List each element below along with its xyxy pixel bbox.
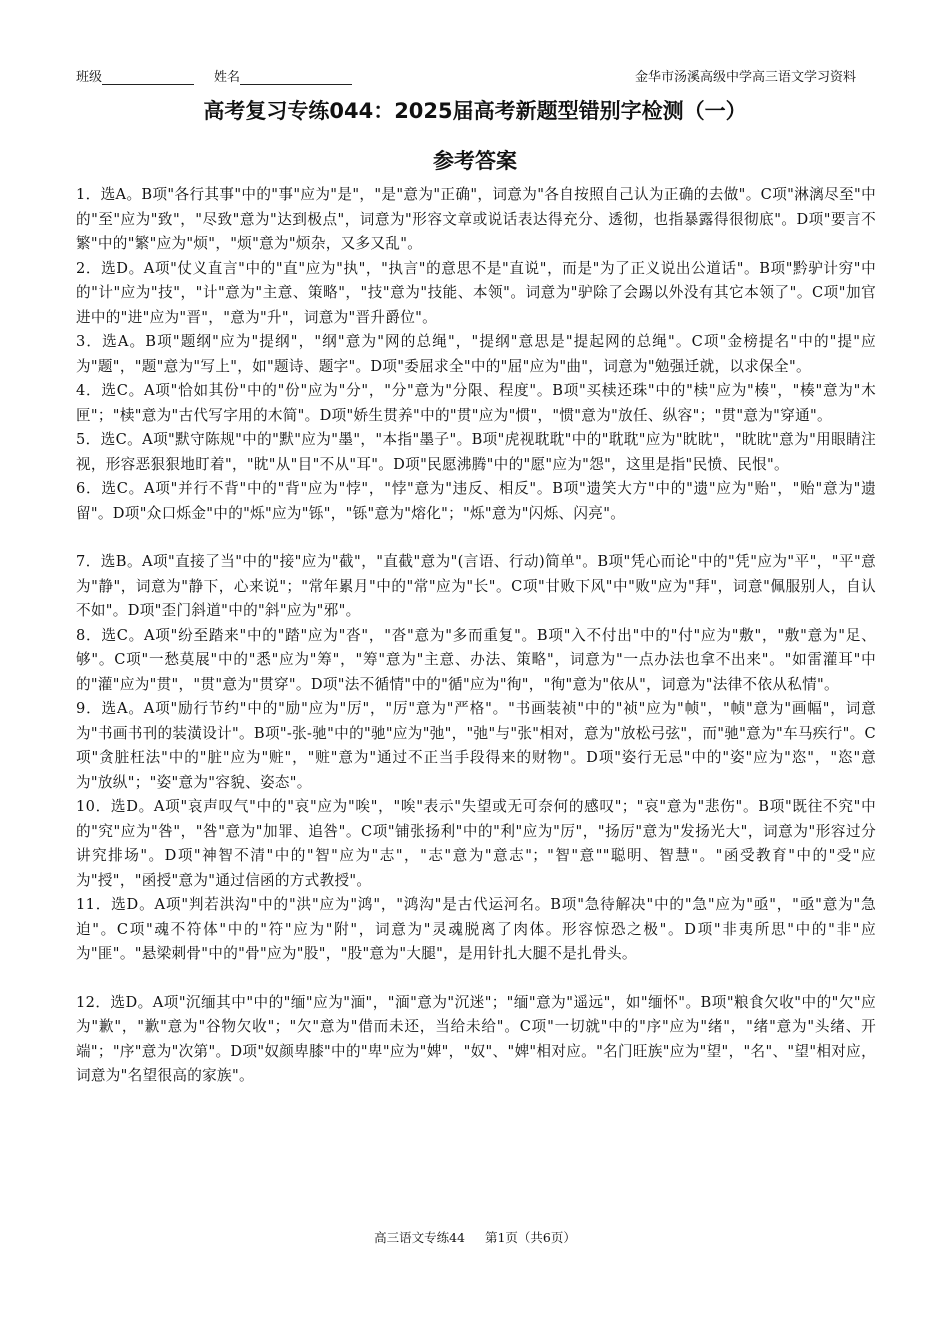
answer-item-12: 12．选D。A项"沉缅其中"中的"缅"应为"湎"，"湎"意为"沉迷"；"缅"意为"遥远"，如"缅怀"。B项"粮食欠收"中的"欠"应为"歉"，"歉"意为"谷物欠收"；"欠"意为"借而未还，当给未给"。C项"一切就"中的"序"应为"绪"，"绪"意为"头绪、开端"；"序"意为"次第"。D项"奴颜卑膝"中的"卑"应为"婢"，"奴"、"婢"相对应。"名门旺族"应为"望"，"名"、"望"相对应，词意为"名望很高的家族"。: [76, 993, 876, 1084]
answer-item-5: 5．选C。A项"默守陈规"中的"默"应为"墨"，"本指"墨子"。B项"虎视耽耽"中的"耽耽"应为"眈眈"，"眈眈"意为"用眼睛注视，形容恶狠狠地盯着"，"眈"从"目"不从"耳"。D项"民愿沸腾"中的"愿"应为"怨"，这里是指"民愤、民恨"。: [76, 431, 876, 473]
answers-list: [76, 183, 876, 1089]
class-label: 班级: [76, 69, 103, 84]
header-fields: [76, 66, 352, 85]
answer-item-2: 2．选D。A项"仗义直言"中的"直"应为"执"，"执言"的意思不是"直说"，而是"为了正义说出公道话"。B项"黔驴计穷"中的"计"应为"技"，"计"意为"主意、策略"，"技"意为"技能、本领"。词意为"驴除了会踢以外没有其它本领了"。C项"加官进中的"进"应为"晋"，"意为"升"，词意为"晋升爵位"。: [76, 259, 876, 326]
answer-item-9: 9．选A。A项"励行节约"中的"励"应为"厉"，"厉"意为"严格"。"书画装祯"中的"祯"应为"帧"，"帧"意为"画幅"，词意为"书画书刊的装潢设计"。B项"-张-驰"中的"驰"应为"弛"，"弛"与"张"相对，意为"放松弓弦"，而"驰"意为"车马疾行"。C项"贪脏枉法"中的"脏"应为"赃"，"赃"意为"通过不正当手段得来的财物"。D项"姿行无忌"中的"姿"应为"恣"，"恣"意为"放纵"；"姿"意为"容貌、姿态"。: [76, 700, 876, 791]
page-number: 第1页（共6页）: [484, 1230, 576, 1245]
page-footer: [0, 1228, 950, 1246]
answer-item-3: 3．选A。B项"题纲"应为"提纲"，"纲"意为"网的总绳"，"提纲"意思是"提起网的总绳"。C项"金榜提名"中的"提"应为"题"，"题"意为"写上"，如"题诗、题字"。D项"委屈求全"中的"屈"应为"曲"，词意为"勉强迁就，以求保全"。: [76, 333, 876, 375]
answer-item-7: 7．选B。A项"直接了当"中的"接"应为"截"，"直截"意为"(言语、行动)简单"。B项"凭心而论"中的"凭"应为"平"，"平"意为"静"，词意为"静下，心来说"；"常年累月"中的"常"应为"长"。C项"甘败下风"中"败"应为"拜"，词意"佩服别人，自认不如"。D项"歪门斜道"中的"斜"应为"邪"。: [76, 553, 876, 619]
footer-course: 高三语文专练44: [374, 1230, 465, 1245]
school-info: 金华市汤溪高级中学高三语文学习资料: [634, 69, 856, 84]
answer-item-8: 8．选C。A项"纷至踏来"中的"踏"应为"沓"，"沓"意为"多而重复"。B项"入不付出"中的"付"应为"敷"，"敷"意为"足、够"。C项"一愁莫展"中的"悉"应为"筹"，"筹"意为"主意、办法、策略"，词意为"一点办法也拿不出来"。"如雷灌耳"中的"灌"应为"贯"，"贯"意为"贯穿"。D项"法不循情"中的"循"应为"徇"，"徇"意为"依从"，词意为"法律不依从私情"。: [76, 626, 876, 693]
answer-item-4: 4．选C。A项"恰如其份"中的"份"应为"分"，"分"意为"分限、程度"。B项"买椟还珠"中的"椟"应为"楱"，"楱"意为"木匣"；"椟"意为"古代写字用的木简"。D项"娇生贯养"中的"贯"应为"惯"，"惯"意为"放任、纵容"；"贯"意为"穿通"。: [76, 382, 876, 424]
page-title: 高考复习专练044：2025届高考新题型错别字检测（一）: [203, 99, 747, 123]
answer-item-11: 11．选D。A项"判若洪沟"中的"洪"应为"鸿"，"鸿沟"是古代运河名。B项"急待解决"中的"急"应为"亟"，"亟"意为"急迫"。C项"魂不符体"中的"符"应为"附"，词意为"灵魂脱离了肉体。形容惊恐之极"。D项"非夷所思"中的"非"应为"匪"。"悬梁刺骨"中的"骨"应为"股"，"股"意为"大腿"，是用针扎大腿不是扎骨头。: [76, 896, 876, 962]
answer-item-10: 10．选D。A项"哀声叹气"中的"哀"应为"唉"，"唉"表示"失望或无可奈何的感叹"；"哀"意为"悲伤"。B项"既往不究"中的"究"应为"咎"，"咎"意为"加罪、追咎"。C项"铺张扬利"中的"利"应为"厉"，"扬厉"意为"发扬光大"，词意为"形容过分讲究排场"。D项"神智不清"中的"智"应为"志"，"志"意为"意志"；"智"意""聪明、智慧"。"函受教育"中的"受"应为"授"，"函授"意为"通过信函的方式教授"。: [76, 798, 876, 889]
class-blank-line: [102, 69, 194, 85]
answer-item-1: 1．选A。B项"各行其事"中的"事"应为"是"，"是"意为"正确"，词意为"各自按照自己认为正确的去做"。C项"淋漓尽至"中的"至"应为"致"，"尽致"意为"达到极点"，词意为"形容文章或说话表达得充分、透彻，也指暴露得很彻底"。D项"要言不繁"中的"繁"应为"烦"，"烦"意为"烦杂，又多又乱"。: [76, 186, 876, 252]
name-label: 姓名: [214, 69, 241, 84]
name-blank-line: [240, 69, 352, 85]
answer-item-6: 6．选C。A项"并行不背"中的"背"应为"悖"，"悖"意为"违反、相反"。B项"遗笑大方"中的"遗"应为"贻"，"贻"意为"遗留"。D项"众口烁金"中的"烁"应为"铄"，"铄"意为"熔化"；"烁"意为"闪烁、闪亮"。: [76, 480, 876, 522]
page-subtitle: 参考答案: [433, 149, 517, 173]
page-header: [76, 66, 856, 88]
